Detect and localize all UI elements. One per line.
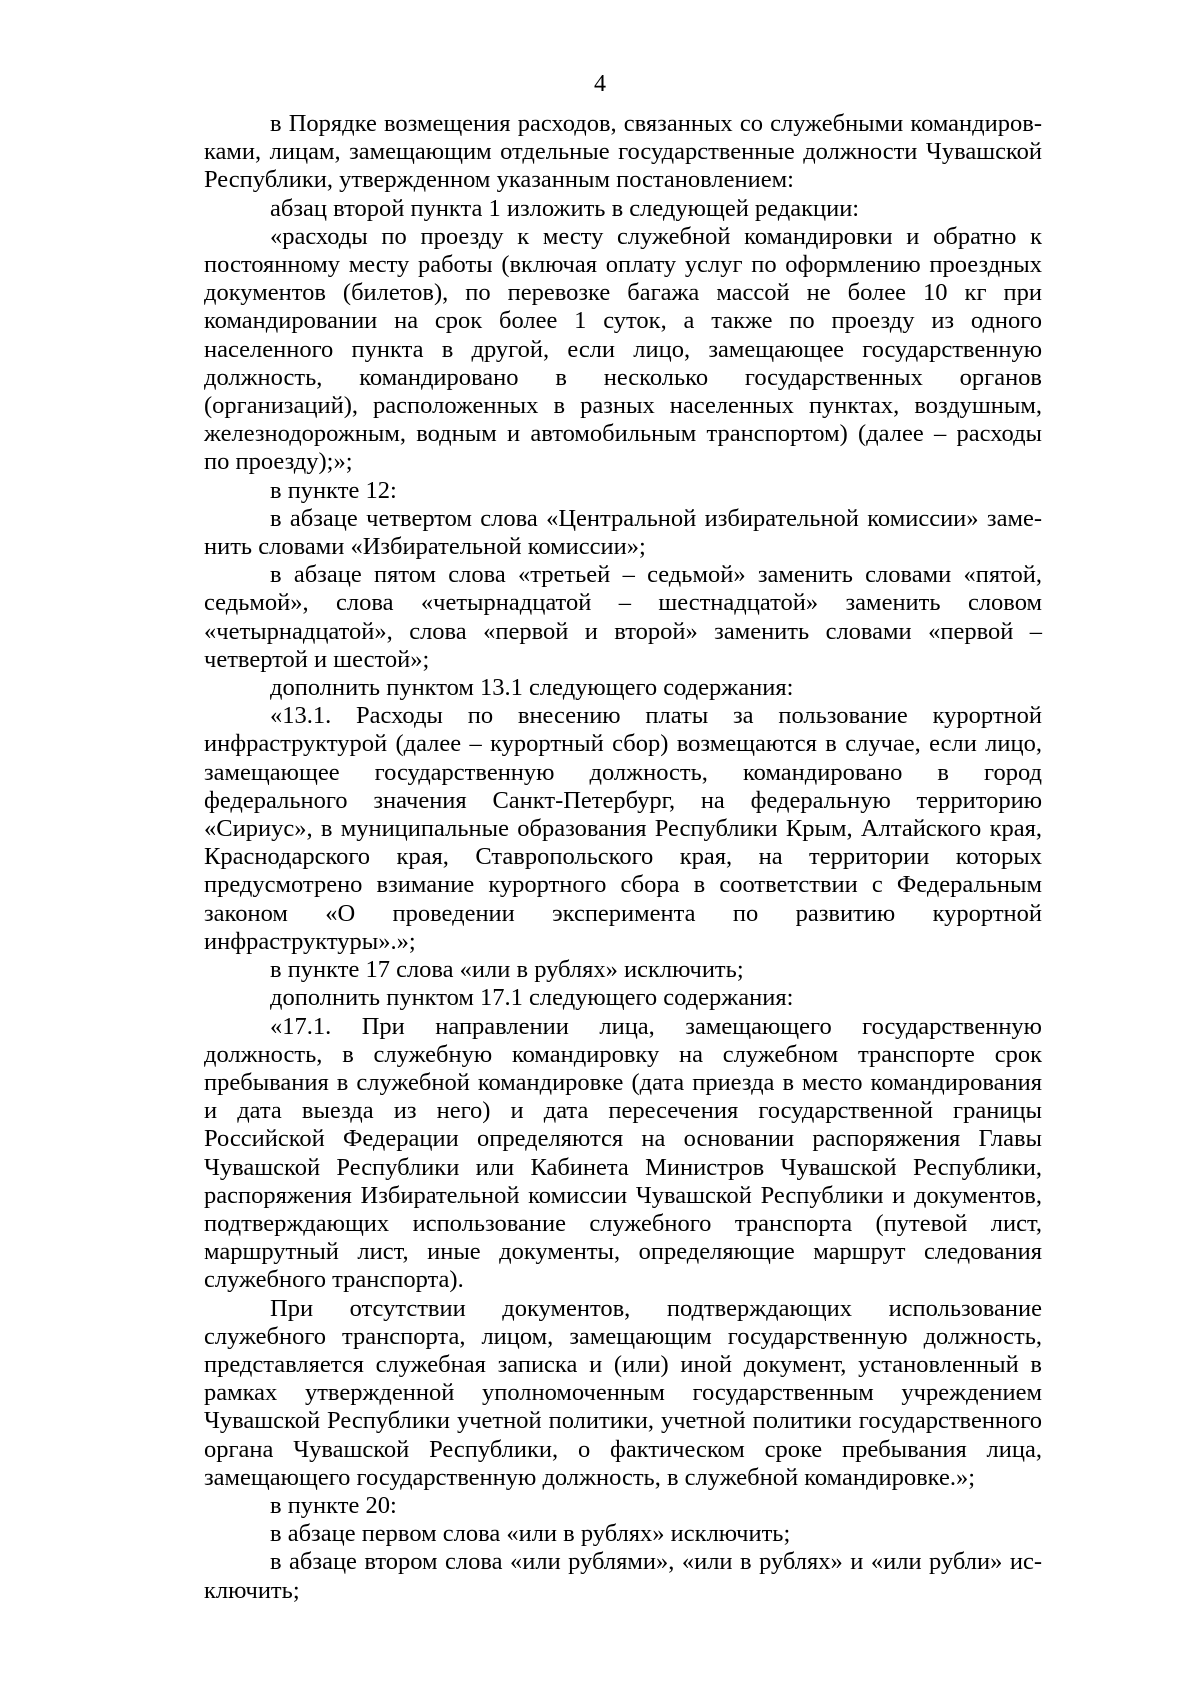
paragraph: в Порядке возмещения расходов, связанных со служебными командировками, лицам, замещающим отдельные государственные должности Чувашской Республики, утвержденном указанным постановлением: <box>204 110 1042 194</box>
paragraph: в абзаце четвертом слова «Центральной избирательной комиссии» заменить словами «Избирательной комиссии»; <box>204 504 1042 561</box>
document-body <box>204 110 1042 1605</box>
page-number: 4 <box>594 71 606 97</box>
paragraph: При отсутствии документов, подтверждающих использование служебного транспорта, лицом, замещающим государственную должность, представляется служебная записка и (или) иной документ, установленный в рамках утвержденной уполномоченным государственным учреждением Чувашской Республики учетной политики, учетной политики государственного органа Чувашской Республики, о фактическом сроке пребывания лица, замещающего государственную должность, в служебной командировке.»; <box>204 1294 1042 1491</box>
paragraph: в пункте 12: <box>270 476 397 504</box>
paragraph: в абзаце пятом слова «третьей – седьмой» заменить словами «пятой, седьмой», слова «четырнадцатой – шестнадцатой» заменить словом «четырнадцатой», слова «первой и второй» заменить словами «первой – четвертой и шестой»; <box>204 561 1042 673</box>
paragraph: «13.1. Расходы по внесению платы за пользование курортной инфраструктурой (далее – курортный сбор) возмещаются в случае, если лицо, замещающее государственную должность, командировано в город федерального значения Санкт-Петербург, на федеральную территорию «Сириус», в муниципальные образования Республики Крым, Алтайского края, Краснодарского края, Ставропольского края, на территории которых предусмотрено взимание курортного сбора в соответствии с Федеральным законом «О проведении эксперимента по развитию курортной инфраструктуры».»; <box>204 702 1042 955</box>
paragraph: «расходы по проезду к месту служебной командировки и обратно к постоянному месту работы (включая оплату услуг по оформлению проездных документов (билетов), по перевозке багажа массой не более 10 кг при командировании на срок более 1 суток, а также по проезду из одного населенного пункта в другой, если лицо, замещающее государственную должность, командировано в несколько государственных органов (организаций), расположенных в разных населенных пунктах, воздушным, железнодорожным, водным и автомобильным транспортом) (далее – расходы по проезду);»; <box>204 222 1042 476</box>
paragraph: «17.1. При направлении лица, замещающего государственную должность, в служебную командировку на служебном транспорте срок пребывания в служебной командировке (дата приезда в место командирования и дата выезда из него) и дата пересечения государственной границы Российской Федерации определяются на основании распоряжения Главы Чувашской Республики или Кабинета Министров Чувашской Республики, распоряжения Избирательной комиссии Чувашской Республики и документов, подтверждающих использование служебного транспорта (путевой лист, маршрутный лист, иные документы, определяющие маршрут следования служебного транспорта). <box>204 1012 1042 1294</box>
paragraph: дополнить пунктом 17.1 следующего содержания: <box>270 984 794 1012</box>
paragraph: в пункте 17 слова «или в рублях» исключить; <box>270 956 744 984</box>
paragraph: в пункте 20: <box>270 1491 397 1519</box>
paragraph: абзац второй пункта 1 изложить в следующей редакции: <box>270 194 860 222</box>
paragraph: в абзаце первом слова «или в рублях» исключить; <box>270 1520 791 1548</box>
paragraph: в абзаце втором слова «или рублями», «или в рублях» и «или рубли» исключить; <box>204 1548 1042 1604</box>
paragraph: дополнить пунктом 13.1 следующего содержания: <box>270 674 794 702</box>
